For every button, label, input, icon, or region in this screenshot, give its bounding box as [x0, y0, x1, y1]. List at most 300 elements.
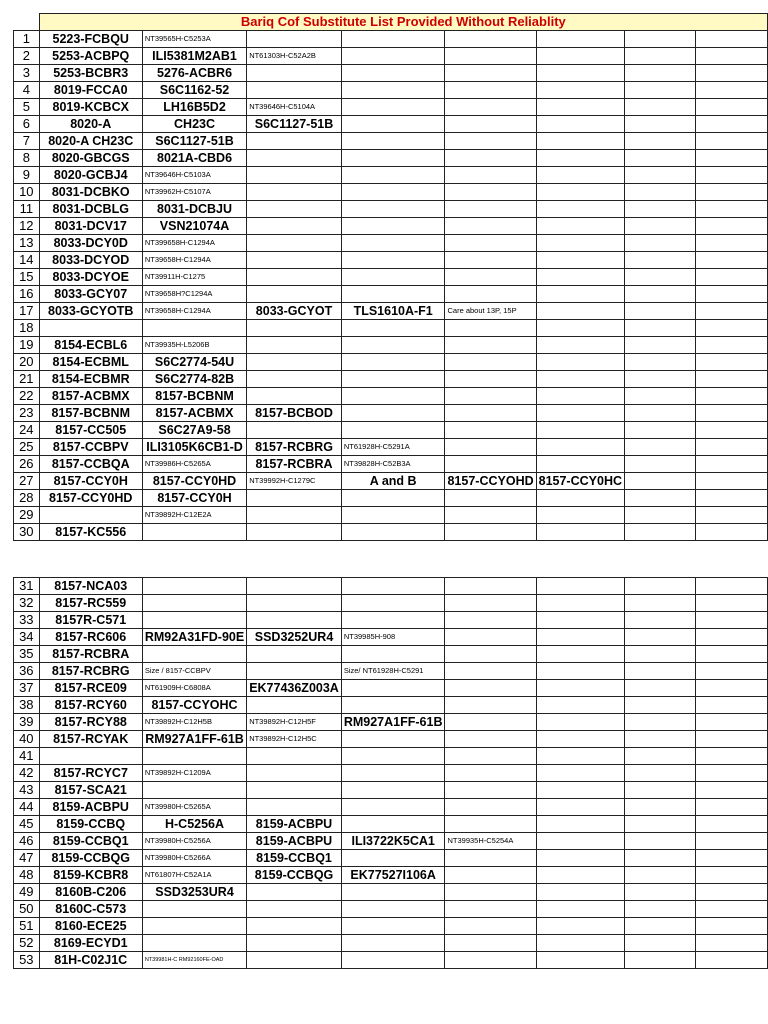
substitute-cell[interactable]: S6C2774-82B — [142, 371, 246, 388]
substitute-cell[interactable] — [341, 269, 445, 286]
substitute-cell[interactable] — [445, 884, 536, 901]
substitute-cell[interactable] — [696, 31, 768, 48]
model-cell[interactable]: 8157-RCYAK — [39, 731, 142, 748]
substitute-cell[interactable]: 8157-CCY0HC — [536, 473, 624, 490]
substitute-cell[interactable] — [536, 935, 624, 952]
substitute-cell[interactable] — [142, 748, 246, 765]
substitute-cell[interactable] — [445, 201, 536, 218]
substitute-cell[interactable] — [142, 918, 246, 935]
model-cell[interactable]: 8160-ECE25 — [39, 918, 142, 935]
substitute-cell[interactable] — [536, 388, 624, 405]
substitute-cell[interactable] — [247, 524, 342, 541]
model-cell[interactable]: 8157-RCBRG — [39, 663, 142, 680]
substitute-cell[interactable]: 8157-RCBRG — [247, 439, 342, 456]
model-cell[interactable]: 5253-BCBR3 — [39, 65, 142, 82]
substitute-cell[interactable] — [536, 646, 624, 663]
model-cell[interactable]: 8020-GBCGS — [39, 150, 142, 167]
substitute-cell[interactable] — [341, 935, 445, 952]
substitute-cell[interactable]: 8021A-CBD6 — [142, 150, 246, 167]
model-cell[interactable]: 8033-DCY0D — [39, 235, 142, 252]
substitute-cell[interactable]: CH23C — [142, 116, 246, 133]
substitute-cell[interactable]: A and B — [341, 473, 445, 490]
substitute-cell[interactable] — [247, 507, 342, 524]
substitute-cell[interactable] — [625, 184, 696, 201]
substitute-cell[interactable] — [625, 595, 696, 612]
substitute-cell[interactable] — [536, 439, 624, 456]
substitute-cell[interactable] — [625, 680, 696, 697]
substitute-cell[interactable] — [696, 612, 768, 629]
substitute-cell[interactable] — [625, 116, 696, 133]
substitute-cell[interactable] — [696, 782, 768, 799]
substitute-cell[interactable] — [247, 952, 342, 969]
substitute-cell[interactable] — [445, 405, 536, 422]
substitute-cell[interactable] — [445, 286, 536, 303]
substitute-cell[interactable] — [625, 82, 696, 99]
substitute-cell[interactable] — [696, 867, 768, 884]
model-cell[interactable]: 8157-RCE09 — [39, 680, 142, 697]
substitute-cell[interactable] — [341, 507, 445, 524]
substitute-cell[interactable] — [696, 388, 768, 405]
substitute-cell[interactable] — [696, 663, 768, 680]
substitute-cell[interactable] — [247, 799, 342, 816]
model-cell[interactable]: 8157-RCY88 — [39, 714, 142, 731]
substitute-cell[interactable] — [536, 884, 624, 901]
model-cell[interactable]: 8157-RCBRA — [39, 646, 142, 663]
substitute-cell[interactable] — [536, 901, 624, 918]
substitute-cell[interactable] — [445, 167, 536, 184]
substitute-cell[interactable] — [696, 765, 768, 782]
substitute-cell[interactable] — [247, 184, 342, 201]
substitute-cell[interactable] — [247, 235, 342, 252]
substitute-cell[interactable] — [536, 816, 624, 833]
substitute-cell[interactable] — [247, 320, 342, 337]
substitute-cell[interactable]: NT39892H-C12H5C — [247, 731, 342, 748]
substitute-cell[interactable] — [536, 680, 624, 697]
substitute-cell[interactable] — [247, 663, 342, 680]
substitute-cell[interactable] — [536, 167, 624, 184]
substitute-cell[interactable] — [696, 952, 768, 969]
substitute-cell[interactable] — [445, 714, 536, 731]
substitute-cell[interactable] — [341, 116, 445, 133]
substitute-cell[interactable] — [696, 646, 768, 663]
model-cell[interactable]: 8157-CCY0H — [39, 473, 142, 490]
substitute-cell[interactable] — [536, 918, 624, 935]
substitute-cell[interactable] — [696, 286, 768, 303]
substitute-cell[interactable] — [536, 612, 624, 629]
model-cell[interactable]: 8157-BCBNM — [39, 405, 142, 422]
substitute-cell[interactable] — [247, 286, 342, 303]
substitute-cell[interactable]: NT39828H-C52B3A — [341, 456, 445, 473]
substitute-cell[interactable] — [625, 952, 696, 969]
substitute-cell[interactable] — [696, 218, 768, 235]
substitute-cell[interactable]: 5276-ACBR6 — [142, 65, 246, 82]
substitute-cell[interactable] — [536, 48, 624, 65]
model-cell[interactable]: 8157-RCYC7 — [39, 765, 142, 782]
substitute-cell[interactable]: SSD3252UR4 — [247, 629, 342, 646]
substitute-cell[interactable] — [341, 388, 445, 405]
substitute-cell[interactable]: ILI5381M2AB1 — [142, 48, 246, 65]
substitute-cell[interactable] — [625, 629, 696, 646]
substitute-cell[interactable] — [247, 252, 342, 269]
substitute-cell[interactable]: RM92A31FD-90E — [142, 629, 246, 646]
substitute-cell[interactable] — [625, 663, 696, 680]
substitute-cell[interactable] — [696, 167, 768, 184]
substitute-cell[interactable] — [247, 578, 342, 595]
substitute-cell[interactable]: NT61909H-C6808A — [142, 680, 246, 697]
substitute-cell[interactable] — [625, 901, 696, 918]
substitute-cell[interactable] — [625, 218, 696, 235]
substitute-cell[interactable]: NT39892H-C1209A — [142, 765, 246, 782]
substitute-cell[interactable] — [696, 578, 768, 595]
model-cell[interactable]: 81H-C02J1C — [39, 952, 142, 969]
substitute-cell[interactable] — [341, 524, 445, 541]
substitute-cell[interactable]: 8159-CCBQ1 — [247, 850, 342, 867]
substitute-cell[interactable]: ILI3722K5CA1 — [341, 833, 445, 850]
substitute-cell[interactable]: NT39911H-C1275 — [142, 269, 246, 286]
substitute-cell[interactable] — [247, 422, 342, 439]
substitute-cell[interactable] — [247, 133, 342, 150]
substitute-cell[interactable] — [696, 901, 768, 918]
substitute-cell[interactable] — [625, 782, 696, 799]
substitute-cell[interactable] — [625, 524, 696, 541]
substitute-cell[interactable] — [445, 595, 536, 612]
substitute-cell[interactable] — [247, 884, 342, 901]
substitute-cell[interactable] — [341, 799, 445, 816]
substitute-cell[interactable] — [445, 901, 536, 918]
substitute-cell[interactable] — [696, 354, 768, 371]
model-cell[interactable]: 8157-RC606 — [39, 629, 142, 646]
substitute-cell[interactable]: NT399658H-C1294A — [142, 235, 246, 252]
substitute-cell[interactable] — [341, 697, 445, 714]
substitute-cell[interactable] — [625, 235, 696, 252]
substitute-cell[interactable] — [536, 524, 624, 541]
substitute-cell[interactable] — [625, 337, 696, 354]
substitute-cell[interactable] — [625, 303, 696, 320]
substitute-cell[interactable]: NT39935H-L5206B — [142, 337, 246, 354]
substitute-cell[interactable] — [341, 167, 445, 184]
substitute-cell[interactable]: VSN21074A — [142, 218, 246, 235]
substitute-cell[interactable] — [625, 918, 696, 935]
model-cell[interactable]: 8033-DCYOD — [39, 252, 142, 269]
substitute-cell[interactable] — [247, 337, 342, 354]
substitute-cell[interactable] — [696, 524, 768, 541]
substitute-cell[interactable] — [445, 629, 536, 646]
substitute-cell[interactable] — [696, 731, 768, 748]
substitute-cell[interactable] — [696, 252, 768, 269]
substitute-cell[interactable] — [625, 935, 696, 952]
substitute-cell[interactable] — [625, 507, 696, 524]
substitute-cell[interactable]: LH16B5D2 — [142, 99, 246, 116]
substitute-cell[interactable] — [341, 765, 445, 782]
substitute-cell[interactable] — [341, 133, 445, 150]
substitute-cell[interactable] — [341, 82, 445, 99]
substitute-cell[interactable] — [625, 133, 696, 150]
model-cell[interactable]: 8031-DCBKO — [39, 184, 142, 201]
substitute-cell[interactable] — [536, 31, 624, 48]
substitute-cell[interactable] — [696, 99, 768, 116]
substitute-cell[interactable]: NT39892H-C12H5B — [142, 714, 246, 731]
substitute-cell[interactable]: RM927A1FF-61B — [341, 714, 445, 731]
substitute-cell[interactable] — [341, 680, 445, 697]
model-cell[interactable]: 8157-RCY60 — [39, 697, 142, 714]
substitute-cell[interactable] — [625, 439, 696, 456]
substitute-cell[interactable] — [142, 646, 246, 663]
model-cell[interactable]: 8020-A CH23C — [39, 133, 142, 150]
substitute-cell[interactable] — [341, 578, 445, 595]
substitute-cell[interactable] — [625, 371, 696, 388]
substitute-cell[interactable]: NT39986H-C5265A — [142, 456, 246, 473]
substitute-cell[interactable] — [445, 422, 536, 439]
substitute-cell[interactable] — [445, 320, 536, 337]
substitute-cell[interactable] — [696, 799, 768, 816]
model-cell[interactable]: 8019-KCBCX — [39, 99, 142, 116]
substitute-cell[interactable]: SSD3253UR4 — [142, 884, 246, 901]
substitute-cell[interactable] — [142, 595, 246, 612]
substitute-cell[interactable] — [247, 901, 342, 918]
substitute-cell[interactable]: NT39981H-C RM92160FE-OAD — [142, 952, 246, 969]
substitute-cell[interactable] — [536, 116, 624, 133]
substitute-cell[interactable] — [445, 578, 536, 595]
substitute-cell[interactable] — [445, 99, 536, 116]
substitute-cell[interactable] — [536, 235, 624, 252]
substitute-cell[interactable] — [341, 952, 445, 969]
substitute-cell[interactable] — [696, 918, 768, 935]
substitute-cell[interactable] — [247, 748, 342, 765]
substitute-cell[interactable] — [625, 833, 696, 850]
substitute-cell[interactable] — [696, 884, 768, 901]
substitute-cell[interactable] — [341, 646, 445, 663]
substitute-cell[interactable] — [536, 184, 624, 201]
substitute-cell[interactable] — [536, 748, 624, 765]
substitute-cell[interactable] — [247, 935, 342, 952]
substitute-cell[interactable]: NT39892H-C12E2A — [142, 507, 246, 524]
substitute-cell[interactable] — [445, 235, 536, 252]
substitute-cell[interactable]: NT39646H-C5103A — [142, 167, 246, 184]
substitute-cell[interactable] — [625, 799, 696, 816]
substitute-cell[interactable] — [696, 320, 768, 337]
substitute-cell[interactable] — [536, 405, 624, 422]
substitute-cell[interactable] — [445, 456, 536, 473]
model-cell[interactable]: 8159-CCBQG — [39, 850, 142, 867]
substitute-cell[interactable] — [247, 765, 342, 782]
substitute-cell[interactable] — [696, 507, 768, 524]
model-cell[interactable]: 8154-ECBL6 — [39, 337, 142, 354]
substitute-cell[interactable] — [625, 48, 696, 65]
substitute-cell[interactable] — [341, 816, 445, 833]
model-cell[interactable]: 8033-GCYOTB — [39, 303, 142, 320]
model-cell[interactable]: 8159-CCBQ — [39, 816, 142, 833]
substitute-cell[interactable] — [625, 31, 696, 48]
substitute-cell[interactable] — [696, 405, 768, 422]
model-cell[interactable]: 8020-A — [39, 116, 142, 133]
substitute-cell[interactable] — [445, 850, 536, 867]
substitute-cell[interactable] — [445, 748, 536, 765]
substitute-cell[interactable] — [696, 833, 768, 850]
model-cell[interactable]: 8031-DCV17 — [39, 218, 142, 235]
substitute-cell[interactable] — [696, 456, 768, 473]
substitute-cell[interactable] — [696, 714, 768, 731]
substitute-cell[interactable] — [536, 578, 624, 595]
model-cell[interactable]: 8157R-C571 — [39, 612, 142, 629]
substitute-cell[interactable] — [142, 935, 246, 952]
substitute-cell[interactable] — [247, 697, 342, 714]
substitute-cell[interactable]: 8031-DCBJU — [142, 201, 246, 218]
substitute-cell[interactable] — [625, 252, 696, 269]
substitute-cell[interactable]: Size / 8157-CCBPV — [142, 663, 246, 680]
substitute-cell[interactable] — [445, 439, 536, 456]
substitute-cell[interactable]: NT39985H-908 — [341, 629, 445, 646]
substitute-cell[interactable] — [445, 354, 536, 371]
substitute-cell[interactable] — [536, 303, 624, 320]
substitute-cell[interactable] — [696, 133, 768, 150]
substitute-cell[interactable] — [696, 680, 768, 697]
substitute-cell[interactable] — [341, 99, 445, 116]
substitute-cell[interactable] — [625, 422, 696, 439]
substitute-cell[interactable] — [445, 337, 536, 354]
substitute-cell[interactable] — [445, 524, 536, 541]
substitute-cell[interactable] — [247, 612, 342, 629]
substitute-cell[interactable] — [341, 884, 445, 901]
substitute-cell[interactable] — [341, 65, 445, 82]
substitute-cell[interactable] — [696, 235, 768, 252]
substitute-cell[interactable] — [696, 473, 768, 490]
substitute-cell[interactable] — [247, 167, 342, 184]
substitute-cell[interactable] — [445, 269, 536, 286]
substitute-cell[interactable] — [341, 612, 445, 629]
substitute-cell[interactable] — [247, 388, 342, 405]
substitute-cell[interactable] — [536, 99, 624, 116]
substitute-cell[interactable] — [445, 388, 536, 405]
substitute-cell[interactable] — [536, 201, 624, 218]
substitute-cell[interactable]: S6C1162-52 — [142, 82, 246, 99]
substitute-cell[interactable] — [625, 850, 696, 867]
model-cell[interactable]: 8154-ECBMR — [39, 371, 142, 388]
substitute-cell[interactable]: NT39980H-C5256A — [142, 833, 246, 850]
substitute-cell[interactable] — [696, 850, 768, 867]
substitute-cell[interactable] — [696, 337, 768, 354]
substitute-cell[interactable] — [247, 371, 342, 388]
substitute-cell[interactable] — [445, 799, 536, 816]
substitute-cell[interactable] — [445, 490, 536, 507]
substitute-cell[interactable] — [247, 782, 342, 799]
substitute-cell[interactable] — [536, 765, 624, 782]
substitute-cell[interactable] — [341, 354, 445, 371]
substitute-cell[interactable]: 8157-CCY0HD — [142, 473, 246, 490]
substitute-cell[interactable] — [445, 150, 536, 167]
substitute-cell[interactable] — [625, 269, 696, 286]
substitute-cell[interactable]: 8159-ACBPU — [247, 833, 342, 850]
substitute-cell[interactable] — [445, 646, 536, 663]
substitute-cell[interactable] — [341, 901, 445, 918]
substitute-cell[interactable] — [445, 731, 536, 748]
substitute-cell[interactable] — [696, 595, 768, 612]
substitute-cell[interactable] — [536, 269, 624, 286]
substitute-cell[interactable] — [341, 235, 445, 252]
substitute-cell[interactable] — [142, 524, 246, 541]
substitute-cell[interactable] — [696, 371, 768, 388]
substitute-cell[interactable]: 8157-ACBMX — [142, 405, 246, 422]
substitute-cell[interactable] — [247, 595, 342, 612]
model-cell[interactable]: 8157-CCBQA — [39, 456, 142, 473]
substitute-cell[interactable]: Size/ NT61928H-C5291 — [341, 663, 445, 680]
substitute-cell[interactable] — [341, 48, 445, 65]
substitute-cell[interactable] — [696, 184, 768, 201]
substitute-cell[interactable] — [696, 816, 768, 833]
substitute-cell[interactable] — [536, 850, 624, 867]
substitute-cell[interactable] — [142, 901, 246, 918]
substitute-cell[interactable] — [696, 201, 768, 218]
substitute-cell[interactable] — [341, 218, 445, 235]
substitute-cell[interactable] — [445, 952, 536, 969]
substitute-cell[interactable]: 8157-CCYOHC — [142, 697, 246, 714]
substitute-cell[interactable] — [696, 490, 768, 507]
substitute-cell[interactable] — [536, 371, 624, 388]
substitute-cell[interactable] — [445, 65, 536, 82]
substitute-cell[interactable]: H-C5256A — [142, 816, 246, 833]
substitute-cell[interactable] — [445, 82, 536, 99]
model-cell[interactable]: 8157-KC556 — [39, 524, 142, 541]
substitute-cell[interactable] — [625, 697, 696, 714]
substitute-cell[interactable] — [445, 252, 536, 269]
substitute-cell[interactable]: RM927A1FF-61B — [142, 731, 246, 748]
substitute-cell[interactable] — [625, 405, 696, 422]
substitute-cell[interactable] — [247, 918, 342, 935]
model-cell[interactable]: 8157-SCA21 — [39, 782, 142, 799]
substitute-cell[interactable] — [536, 833, 624, 850]
model-cell[interactable]: 8169-ECYD1 — [39, 935, 142, 952]
substitute-cell[interactable] — [536, 697, 624, 714]
substitute-cell[interactable] — [625, 731, 696, 748]
substitute-cell[interactable] — [536, 65, 624, 82]
substitute-cell[interactable] — [536, 867, 624, 884]
model-cell[interactable] — [39, 507, 142, 524]
substitute-cell[interactable] — [696, 116, 768, 133]
substitute-cell[interactable]: ILI3105K6CB1-D — [142, 439, 246, 456]
substitute-cell[interactable]: NT39658H-C1294A — [142, 303, 246, 320]
model-cell[interactable]: 8160B-C206 — [39, 884, 142, 901]
substitute-cell[interactable]: NT61303H-C52A2B — [247, 48, 342, 65]
substitute-cell[interactable] — [445, 782, 536, 799]
substitute-cell[interactable] — [247, 490, 342, 507]
substitute-cell[interactable] — [341, 918, 445, 935]
substitute-cell[interactable] — [536, 218, 624, 235]
substitute-cell[interactable] — [247, 269, 342, 286]
substitute-cell[interactable] — [445, 935, 536, 952]
substitute-cell[interactable] — [625, 99, 696, 116]
substitute-cell[interactable]: NT39935H-C5254A — [445, 833, 536, 850]
substitute-cell[interactable]: NT39992H-C1279C — [247, 473, 342, 490]
substitute-cell[interactable] — [445, 184, 536, 201]
model-cell[interactable]: 8157-CC505 — [39, 422, 142, 439]
model-cell[interactable]: 8033-GCY07 — [39, 286, 142, 303]
substitute-cell[interactable]: NT39980H-C5266A — [142, 850, 246, 867]
substitute-cell[interactable] — [536, 782, 624, 799]
substitute-cell[interactable] — [625, 867, 696, 884]
substitute-cell[interactable]: 8157-BCBOD — [247, 405, 342, 422]
substitute-cell[interactable]: TLS1610A-F1 — [341, 303, 445, 320]
substitute-cell[interactable] — [625, 473, 696, 490]
substitute-cell[interactable] — [536, 252, 624, 269]
model-cell[interactable]: 8020-GCBJ4 — [39, 167, 142, 184]
substitute-cell[interactable] — [445, 867, 536, 884]
substitute-cell[interactable] — [625, 884, 696, 901]
substitute-cell[interactable] — [536, 150, 624, 167]
substitute-cell[interactable] — [142, 612, 246, 629]
substitute-cell[interactable] — [341, 490, 445, 507]
substitute-cell[interactable] — [536, 320, 624, 337]
substitute-cell[interactable]: NT39658H?C1294A — [142, 286, 246, 303]
substitute-cell[interactable] — [536, 714, 624, 731]
